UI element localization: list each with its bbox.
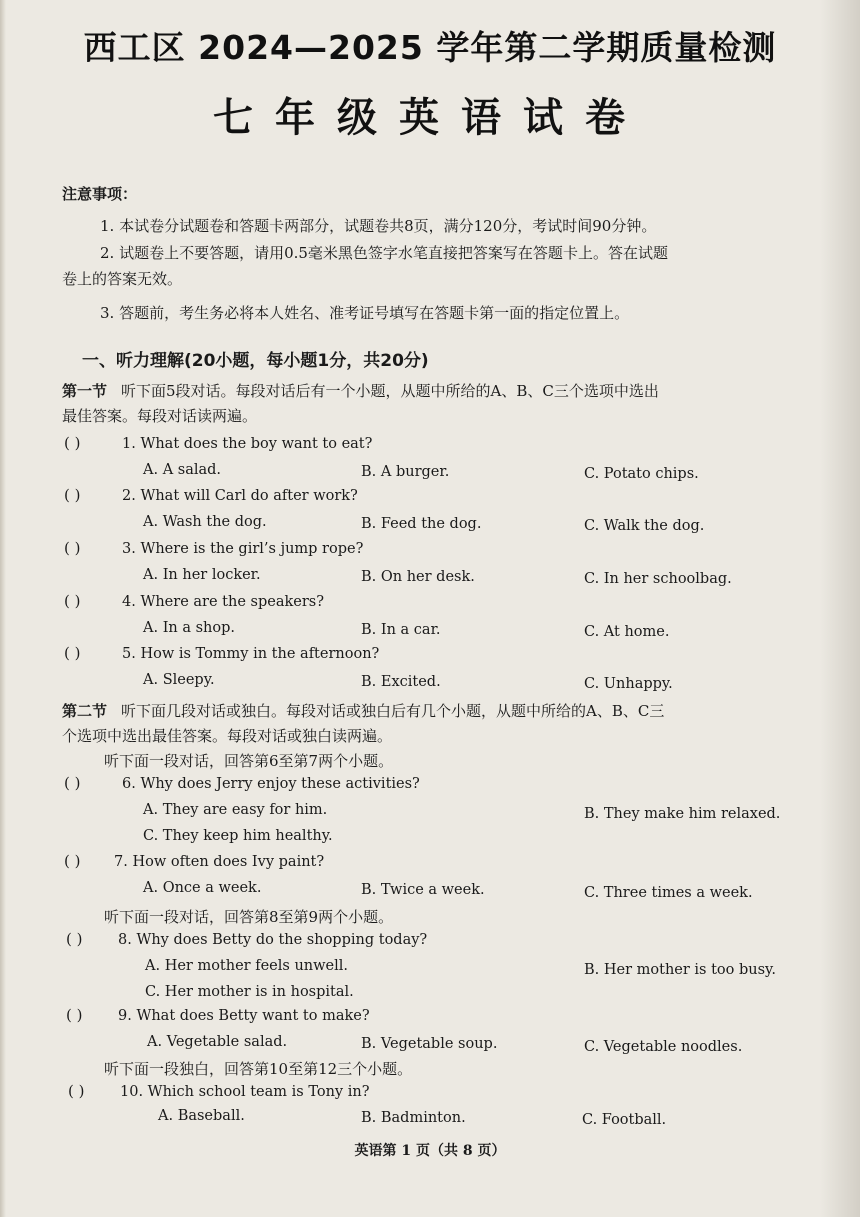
q4-option-b: B. In a car. [361,622,441,638]
intro-q8-9: 听下面一段对话，回答第8至第9两个小题。 [104,908,394,926]
part2-label: 第二节 [62,702,108,720]
answer-blank[interactable]: ( ) [64,852,81,870]
q5-option-c: C. Unhappy. [584,676,673,692]
q7-option-b: B. Twice a week. [361,882,485,898]
q1-option-b: B. A burger. [361,464,450,480]
answer-blank[interactable]: ( ) [64,486,81,504]
answer-blank[interactable]: ( ) [68,1082,85,1100]
part1-label: 第一节 [62,382,108,400]
question-6: 6. Why does Jerry enjoy these activities? [122,776,420,792]
answer-blank[interactable]: ( ) [64,644,81,662]
scan-edge-right [820,0,860,1217]
q9-option-a: A. Vegetable salad. [147,1034,288,1050]
part1-text: 听下面5段对话。每段对话后有一个小题，从题中所给的A、B、C三个选项中选出 [121,382,659,400]
note-line-2a: 2. 试题卷上不要答题，请用0.5毫米黑色签字水笔直接把答案写在答题卡上。答在试题 [100,244,668,262]
answer-blank[interactable]: ( ) [66,1006,83,1024]
q9-option-b: B. Vegetable soup. [361,1036,498,1052]
note-line-1: 1. 本试卷分试题卷和答题卡两部分，试题卷共8页，满分120分，考试时间90分钟。 [100,217,657,235]
question-8: 8. Why does Betty do the shopping today? [118,932,428,948]
answer-blank[interactable]: ( ) [64,539,81,557]
part2-instruction-cont: 个选项中选出最佳答案。每段对话或独白读两遍。 [62,727,393,745]
q4-option-a: A. In a shop. [143,620,236,636]
page-footer: 英语第 1 页（共 8 页） [354,1143,506,1159]
q6-option-b: B. They make him relaxed. [584,806,781,822]
part2-instruction [62,700,664,721]
question-7: 7. How often does Ivy paint? [114,854,325,870]
answer-blank[interactable]: ( ) [64,774,81,792]
question-4: 4. Where are the speakers? [122,594,324,610]
question-10: 10. Which school team is Tony in? [120,1084,370,1100]
scan-edge-left [0,0,6,1217]
answer-blank[interactable]: ( ) [66,930,83,948]
part1-instruction [62,380,659,401]
intro-q6-7: 听下面一段对话，回答第6至第7两个小题。 [104,752,394,770]
q3-option-c: C. In her schoolbag. [584,571,732,587]
q10-option-a: A. Baseball. [158,1108,245,1124]
intro-q10-12: 听下面一段独白，回答第10至第12三个小题。 [104,1060,413,1078]
question-9: 9. What does Betty want to make? [118,1008,370,1024]
q8-option-b: B. Her mother is too busy. [584,962,776,978]
q2-option-c: C. Walk the dog. [584,518,705,534]
q7-option-c: C. Three times a week. [584,885,753,901]
q9-option-c: C. Vegetable noodles. [584,1039,743,1055]
question-3: 3. Where is the girl’s jump rope? [122,541,364,557]
part2-text: 听下面几段对话或独白。每段对话或独白后有几个小题，从题中所给的A、B、C三 [121,702,665,720]
q1-option-a: A. A salad. [143,462,222,478]
q1-option-c: C. Potato chips. [584,466,699,482]
q8-option-a: A. Her mother feels unwell. [145,958,348,974]
question-1: 1. What does the boy want to eat? [122,436,373,452]
q5-option-b: B. Excited. [361,674,441,690]
question-2: 2. What will Carl do after work? [122,488,358,504]
q3-option-b: B. On her desk. [361,569,475,585]
section-heading: 一、听力理解(20小题，每小题1分，共20分) [82,351,429,371]
answer-blank[interactable]: ( ) [64,434,81,452]
q3-option-a: A. In her locker. [143,567,261,583]
q7-option-a: A. Once a week. [143,880,262,896]
q10-option-b: B. Badminton. [361,1110,466,1126]
q10-option-c: C. Football. [582,1112,667,1128]
q2-option-b: B. Feed the dog. [361,516,482,532]
q8-option-c: C. Her mother is in hospital. [145,984,354,1000]
note-line-3: 3. 答题前，考生务必将本人姓名、准考证号填写在答题卡第一面的指定位置上。 [100,304,630,322]
exam-subtitle: 七年级英语试卷 [213,95,647,141]
answer-blank[interactable]: ( ) [64,592,81,610]
q6-option-a: A. They are easy for him. [143,802,328,818]
question-5: 5. How is Tommy in the afternoon? [122,646,380,662]
part1-instruction-cont: 最佳答案。每段对话读两遍。 [62,407,258,425]
q4-option-c: C. At home. [584,624,670,640]
q6-option-c: C. They keep him healthy. [143,828,333,844]
q2-option-a: A. Wash the dog. [143,514,267,530]
q5-option-a: A. Sleepy. [143,672,215,688]
notes-heading: 注意事项： [62,185,138,203]
note-line-2b: 卷上的答案无效。 [62,270,183,288]
exam-title: 西工区 2024—2025 学年第二学期质量检测 [83,28,777,67]
